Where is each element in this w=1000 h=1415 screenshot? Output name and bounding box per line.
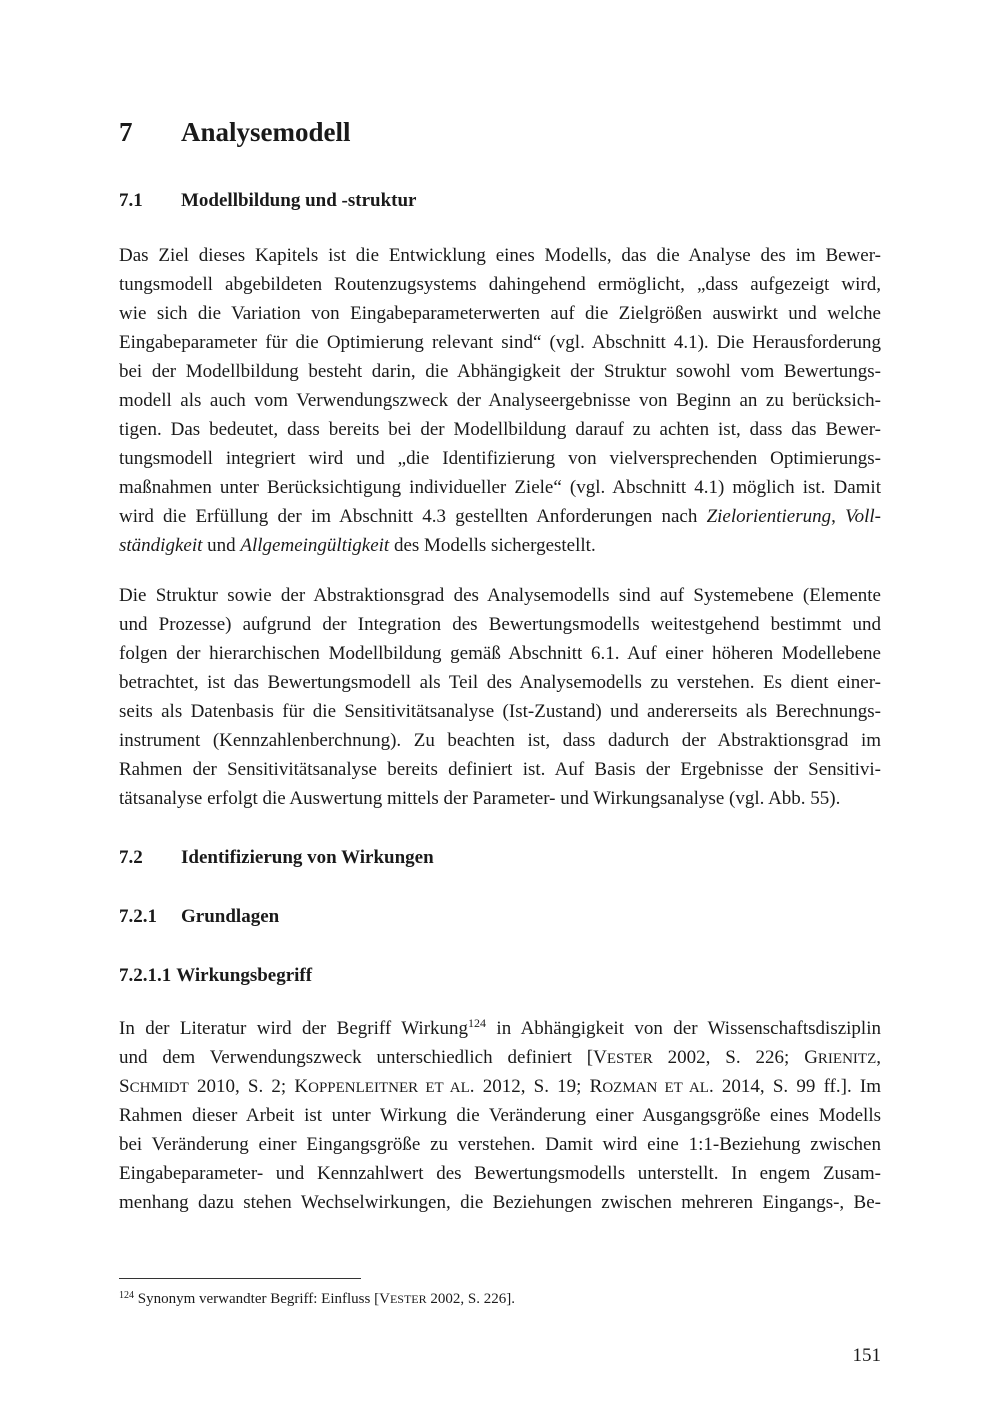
section-number: 7.2 bbox=[119, 847, 143, 868]
paragraph-2 bbox=[119, 581, 881, 813]
text-line: tigen. Das bedeutet, dass bereits bei der Modellbildung darauf zu achten ist, dass das Bewer- bbox=[119, 419, 881, 440]
subsubsection-title: Wirkungsbegriff bbox=[176, 965, 313, 986]
paragraph-3 bbox=[119, 1014, 881, 1217]
footnote-divider bbox=[119, 1278, 361, 1279]
emphasis: ständigkeit bbox=[119, 535, 203, 556]
text-line: Die Struktur sowie der Abstraktionsgrad des Analysemodells sind auf Systemebene (Elemente bbox=[119, 585, 881, 606]
text-line: und Prozesse) aufgrund der Integration des Bewertungsmodells weitestgehend bestimmt und bbox=[119, 614, 881, 635]
text-line bbox=[119, 531, 881, 560]
text-line: Das Ziel dieses Kapitels ist die Entwicklung eines Modells, das die Analyse des im Bewer- bbox=[119, 245, 881, 266]
text-line bbox=[119, 502, 881, 531]
text-run: wird die Erfüllung der im Abschnitt 4.3 gestellten Anforderungen nach bbox=[119, 506, 707, 527]
subsection-heading-7-2-1 bbox=[119, 906, 279, 928]
chapter-title: Analysemodell bbox=[181, 117, 351, 147]
author-smallcaps: OPPENLEITNER ET AL bbox=[308, 1080, 470, 1096]
text-run: , bbox=[876, 1047, 881, 1068]
footnote-text: Synonym verwandter Begriff: Einfluss [V bbox=[134, 1291, 390, 1307]
text-line: seits als Datenbasis für die Sensitivitätsanalyse (Ist-Zustand) und andererseits als Berechnungs- bbox=[119, 701, 881, 722]
section-title: Identifizierung von Wirkungen bbox=[181, 847, 434, 868]
section-number: 7.1 bbox=[119, 190, 143, 211]
text-line: folgen der hierarchischen Modellbildung gemäß Abschnitt 6.1. Auf einer höheren Modellebene bbox=[119, 643, 881, 664]
footnote bbox=[119, 1291, 515, 1308]
text-run: des Modells sichergestellt. bbox=[389, 535, 596, 556]
text-line bbox=[119, 1072, 881, 1101]
subsection-title: Grundlagen bbox=[181, 906, 280, 927]
author-smallcaps: ESTER bbox=[606, 1051, 653, 1067]
text-run: , bbox=[831, 506, 846, 527]
text-line: menhang dazu stehen Wechselwirkungen, die Beziehungen zwischen mehreren Eingangs-, Be- bbox=[119, 1192, 881, 1213]
footnote-number: 124 bbox=[119, 1290, 134, 1301]
text-run: und bbox=[202, 535, 241, 556]
text-line: betrachtet, ist das Bewertungsmodell als Teil des Analysemodells zu verstehen. Es dient einer- bbox=[119, 672, 881, 693]
text-line: modell als auch vom Verwendungszweck der Analyseergebnisse von Beginn an zu berücksich- bbox=[119, 390, 881, 411]
text-run: . 2012, S. 19; R bbox=[469, 1076, 603, 1097]
text-line: wie sich die Variation von Eingabeparameterwerten auf die Zielgrößen auswirkt und welche bbox=[119, 303, 881, 324]
text-line bbox=[119, 1014, 881, 1043]
text-line: bei der Modellbildung besteht darin, die Abhängigkeit der Struktur sowohl vom Bewertungs- bbox=[119, 361, 881, 382]
section-heading-7-1 bbox=[119, 190, 416, 212]
page-number: 151 bbox=[852, 1345, 881, 1366]
subsubsection-number: 7.2.1.1 bbox=[119, 965, 172, 986]
text-line: Eingabeparameter- und Kennzahlwert des Bewertungsmodells unterstellt. In engem Zusam- bbox=[119, 1163, 881, 1184]
paragraph-1 bbox=[119, 241, 881, 560]
text-line: instrument (Kennzahlenberchnung). Zu beachten ist, dass dadurch der Abstraktionsgrad im bbox=[119, 730, 881, 751]
section-heading-7-2 bbox=[119, 847, 434, 869]
text-run: und dem Verwendungszweck unterschiedlich definiert [V bbox=[119, 1047, 607, 1068]
emphasis: Zielorientierung bbox=[706, 506, 832, 527]
emphasis: Voll- bbox=[845, 506, 881, 527]
text-line: maßnahmen unter Berücksichtigung individueller Ziele“ (vgl. Abschnitt 4.1) möglich ist. Damit bbox=[119, 477, 881, 498]
text-line: tätsanalyse erfolgt die Auswertung mittels der Parameter- und Wirkungsanalyse (vgl. Abb. 55). bbox=[119, 788, 841, 809]
text-run: . 2014, S. 99 ff.]. Im bbox=[708, 1076, 882, 1097]
author-smallcaps: OZMAN ET AL bbox=[602, 1080, 709, 1096]
footnote-reference[interactable]: 124 bbox=[468, 1016, 487, 1030]
text-line bbox=[119, 1043, 881, 1072]
text-run: 2010, S. 2; K bbox=[188, 1076, 309, 1097]
chapter-heading bbox=[119, 117, 351, 148]
text-line: tungsmodell integriert wird und „die Identifizierung von vielversprechenden Optimierungs- bbox=[119, 448, 881, 469]
section-title: Modellbildung und -struktur bbox=[181, 190, 417, 211]
text-run: in Abhängigkeit von der Wissenschaftsdisziplin bbox=[486, 1018, 881, 1039]
author-smallcaps: CHMIDT bbox=[129, 1080, 189, 1096]
author-smallcaps: ESTER bbox=[389, 1292, 427, 1306]
text-line: Eingabeparameter für die Optimierung relevant sind“ (vgl. Abschnitt 4.1). Die Herausforderung bbox=[119, 332, 881, 353]
subsection-number: 7.2.1 bbox=[119, 906, 157, 927]
text-line: tungsmodell abgebildeten Routenzugsystems dahingehend ermöglicht, „dass aufgezeigt wird, bbox=[119, 274, 881, 295]
chapter-number: 7 bbox=[119, 117, 133, 147]
subsubsection-heading-7-2-1-1 bbox=[119, 965, 312, 987]
text-run: 2002, S. 226; G bbox=[652, 1047, 818, 1068]
text-line: bei Veränderung einer Eingangsgröße zu verstehen. Damit wird eine 1:1-Beziehung zwischen bbox=[119, 1134, 881, 1155]
emphasis: Allgemeingültigkeit bbox=[240, 535, 390, 556]
text-line: Rahmen dieser Arbeit ist unter Wirkung die Veränderung einer Ausgangsgröße eines Modells bbox=[119, 1105, 881, 1126]
author-smallcaps: RIENITZ bbox=[817, 1051, 877, 1067]
footnote-text: 2002, S. 226]. bbox=[426, 1291, 515, 1307]
text-line: Rahmen der Sensitivitätsanalyse bereits definiert ist. Auf Basis der Ergebnisse der Sensitivi- bbox=[119, 759, 881, 780]
text-run: In der Literatur wird der Begriff Wirkung bbox=[119, 1018, 469, 1039]
text-run: S bbox=[119, 1076, 130, 1097]
